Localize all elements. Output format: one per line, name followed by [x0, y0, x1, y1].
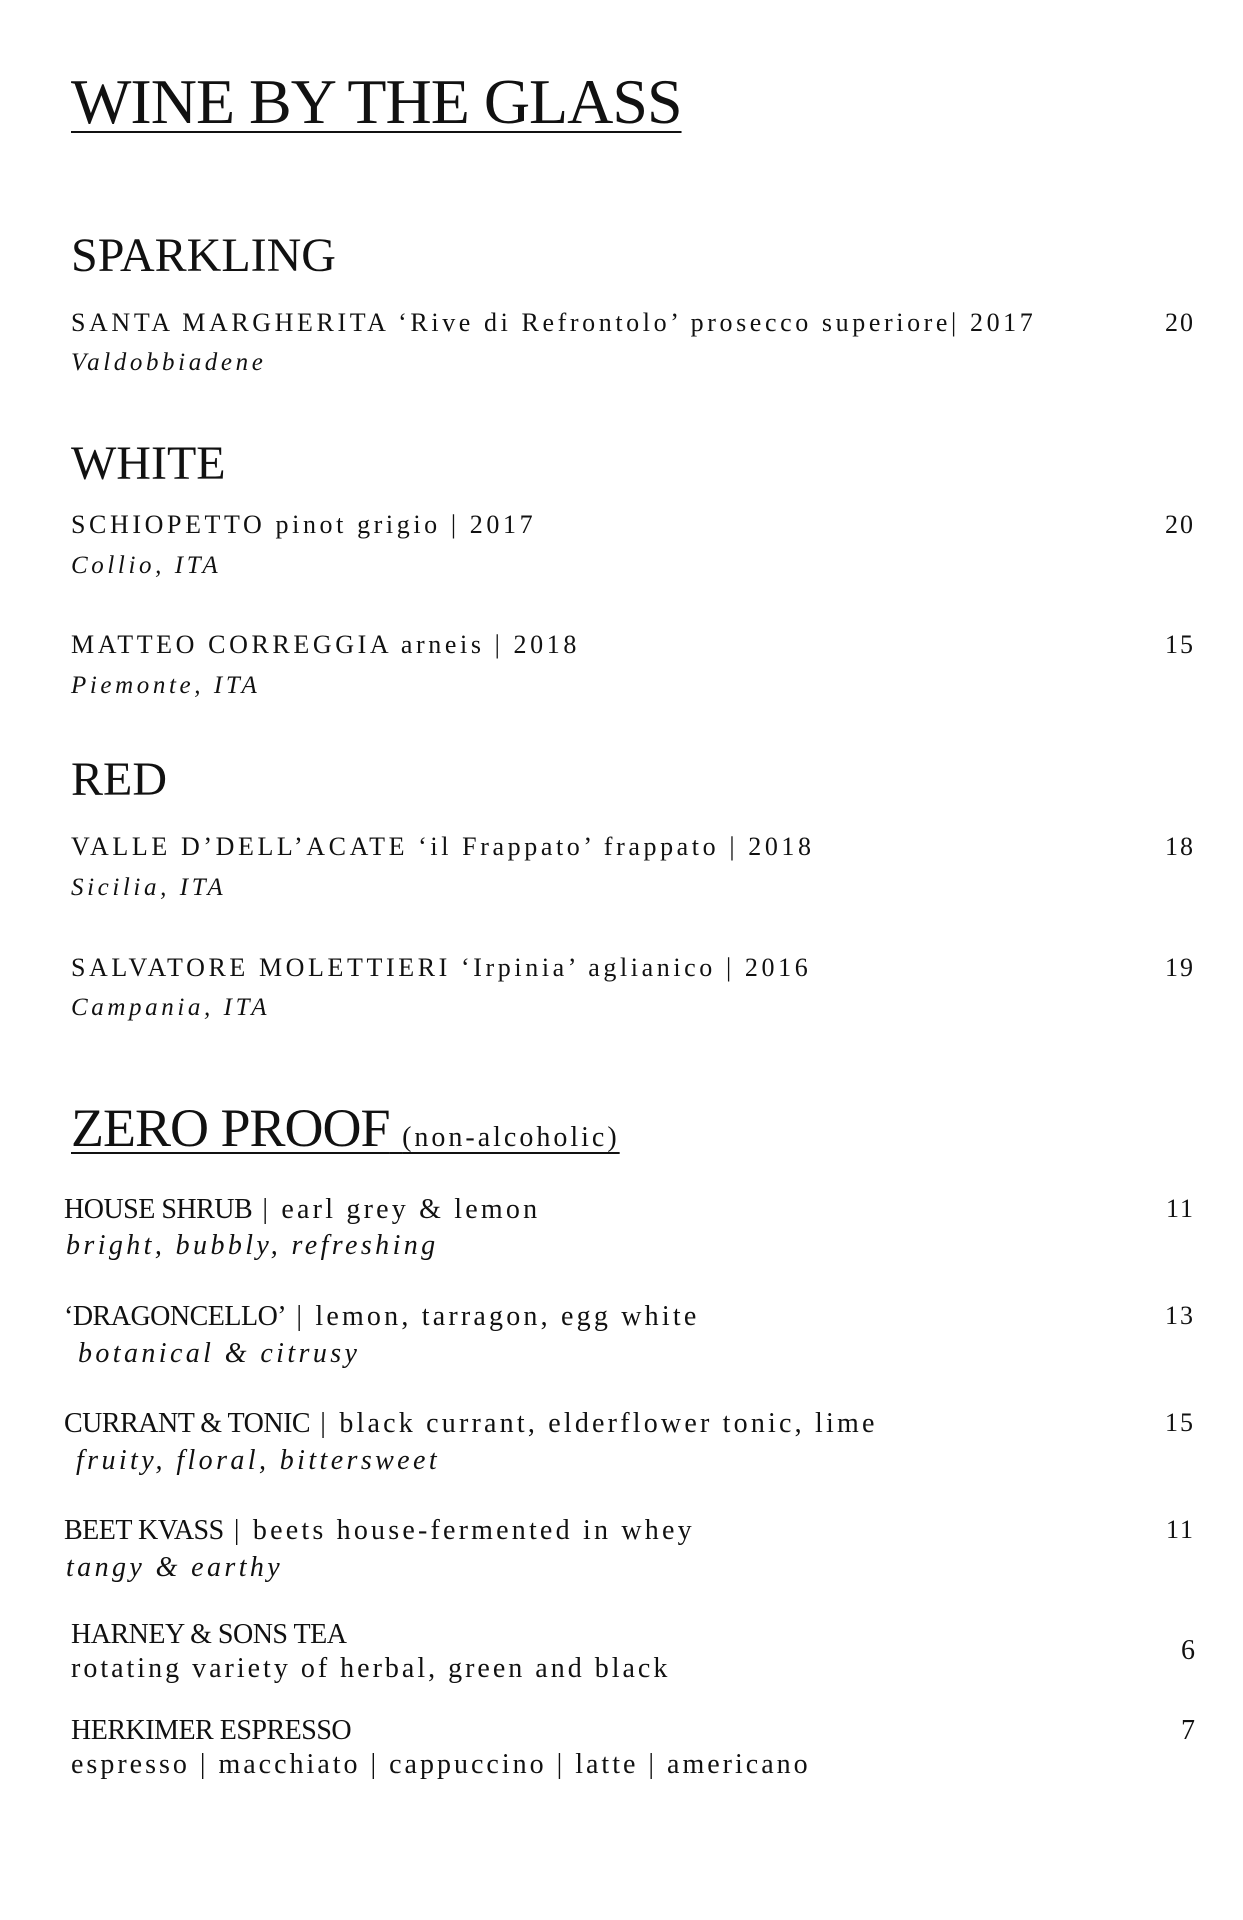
wine-region: Collio, ITA	[71, 552, 222, 579]
wine-name: VALLE D’DELL’ACATE ‘il Frappato’ frappato | 2018	[71, 832, 815, 861]
wine-region: Piemonte, ITA	[71, 672, 261, 699]
drink-name: BEET KVASS	[64, 1515, 224, 1546]
drink-name: HOUSE SHRUB	[64, 1194, 253, 1225]
wine-price: 20	[1165, 510, 1195, 539]
drink-name: CURRANT & TONIC	[64, 1408, 311, 1439]
wine-price: 18	[1165, 832, 1195, 861]
drink-tagline: bright, bubbly, refreshing	[66, 1230, 439, 1261]
drink-line	[64, 1517, 695, 1545]
zero-proof-subheading: (non-alcoholic)	[402, 1122, 620, 1153]
section-heading-sparkling: SPARKLING	[71, 229, 336, 282]
drink-price: 6	[1181, 1635, 1195, 1666]
drink-description: espresso | macchiato | cappuccino | latte | americano	[71, 1749, 811, 1780]
drink-description: rotating variety of herbal, green and black	[71, 1653, 671, 1684]
drink-tagline: tangy & earthy	[66, 1552, 284, 1583]
drink-line	[64, 1410, 878, 1438]
drink-name: HERKIMER ESPRESSO	[71, 1715, 352, 1746]
drink-price: 11	[1165, 1194, 1195, 1223]
drink-description: | lemon, tarragon, egg white	[286, 1301, 700, 1332]
drink-name: ‘DRAGONCELLO’	[64, 1301, 287, 1332]
section-heading-red: RED	[71, 753, 167, 806]
zero-proof-heading: ZERO PROOF	[71, 1098, 390, 1158]
drink-description: | beets house-fermented in whey	[223, 1515, 695, 1546]
drink-tagline: fruity, floral, bittersweet	[76, 1445, 441, 1476]
drink-line	[64, 1303, 699, 1331]
wine-region: Sicilia, ITA	[71, 874, 227, 901]
wine-price: 20	[1165, 308, 1195, 337]
wine-name: SCHIOPETTO pinot grigio | 2017	[71, 510, 537, 539]
drink-description: | black currant, elderflower tonic, lime	[310, 1408, 878, 1439]
wine-name: SANTA MARGHERITA ‘Rive di Refrontolo’ prosecco superiore| 2017	[71, 308, 1037, 337]
drink-price: 7	[1181, 1715, 1195, 1746]
drink-price: 15	[1165, 1408, 1195, 1437]
page-title: WINE BY THE GLASS	[71, 66, 682, 137]
wine-name: SALVATORE MOLETTIERI ‘Irpinia’ aglianico | 2016	[71, 953, 812, 982]
drink-price: 11	[1165, 1515, 1195, 1544]
wine-region: Campania, ITA	[71, 994, 271, 1021]
wine-name: MATTEO CORREGGIA arneis | 2018	[71, 630, 580, 659]
drink-price: 13	[1165, 1301, 1195, 1330]
wine-price: 15	[1165, 630, 1195, 659]
drink-name: HARNEY & SONS TEA	[71, 1619, 347, 1650]
section-heading-white: WHITE	[71, 437, 226, 490]
drink-line	[64, 1196, 540, 1224]
wine-region: Valdobbiadene	[71, 349, 267, 376]
drink-tagline: botanical & citrusy	[78, 1338, 361, 1369]
drink-description: | earl grey & lemon	[252, 1194, 541, 1225]
section-heading-zero-proof	[71, 1098, 620, 1158]
wine-price: 19	[1165, 953, 1195, 982]
